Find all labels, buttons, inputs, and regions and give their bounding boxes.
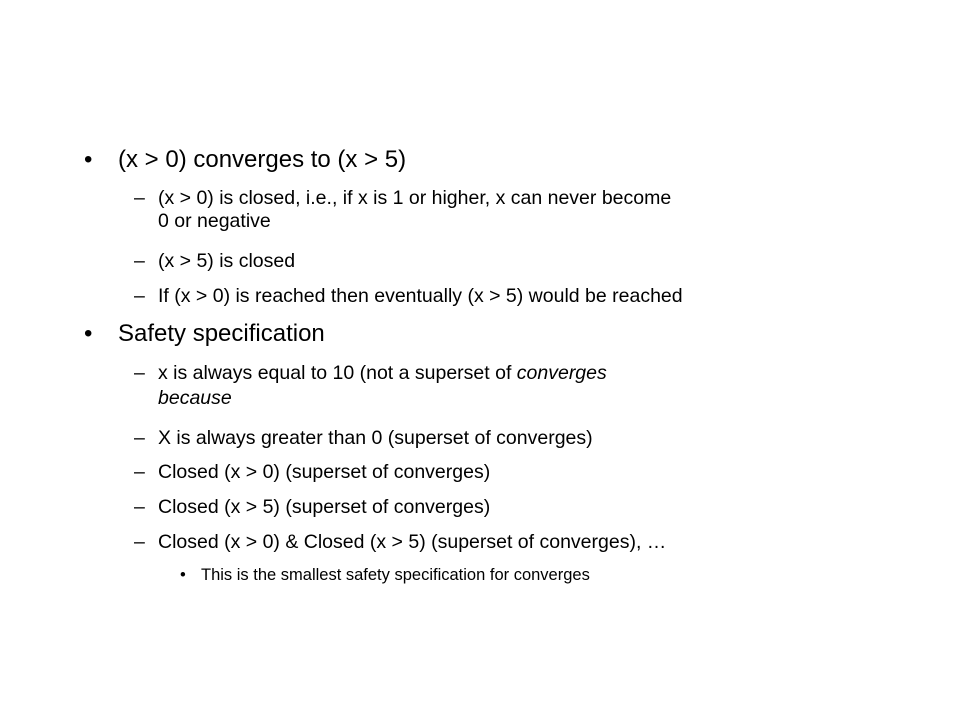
sub-sub-bullet-text: This is the smallest safety specification for converges bbox=[201, 566, 590, 584]
sub-bullet-text: Closed (x > 0) (superset of converges) bbox=[158, 461, 491, 483]
dash-marker: – bbox=[134, 250, 145, 272]
sub-bullet-text: Closed (x > 0) & Closed (x > 5) (superset of converges), … bbox=[158, 531, 667, 553]
sub-bullet-text: Closed (x > 5) (superset of converges) bbox=[158, 496, 491, 518]
sub-bullet-text: X is always greater than 0 (superset of converges) bbox=[158, 427, 593, 449]
bullet-text: (x > 0) converges to (x > 5) bbox=[118, 146, 407, 173]
bullet-marker: • bbox=[84, 320, 93, 347]
dash-marker: – bbox=[134, 285, 145, 307]
sub-bullet-text: (x > 0) is closed, i.e., if x is 1 or higher, x can never become bbox=[158, 187, 672, 209]
sub-bullet-text-emphasis: converges bbox=[516, 362, 607, 384]
sub-bullet-text-prefix: x is always equal to 10 (not a superset of bbox=[158, 362, 517, 384]
bullet-text: Safety specification bbox=[118, 320, 325, 347]
sub-bullet-text: (x > 5) is closed bbox=[158, 250, 296, 272]
dash-marker: – bbox=[134, 496, 145, 518]
sub-bullet-text bbox=[158, 362, 607, 385]
sub-bullet-text-emphasis: because bbox=[158, 387, 232, 409]
sub-bullet-continuation bbox=[158, 210, 271, 233]
sub-bullet-continuation bbox=[158, 387, 232, 410]
bullet-marker: • bbox=[84, 146, 93, 173]
dash-marker: – bbox=[134, 531, 145, 553]
sub-bullet-text: If (x > 0) is reached then eventually (x > 5) would be reached bbox=[158, 285, 683, 307]
bullet-marker: • bbox=[180, 566, 186, 584]
dash-marker: – bbox=[134, 461, 145, 483]
dash-marker: – bbox=[134, 187, 145, 209]
sub-bullet-text: 0 or negative bbox=[158, 210, 271, 232]
dash-marker: – bbox=[134, 427, 145, 449]
dash-marker: – bbox=[134, 362, 145, 384]
